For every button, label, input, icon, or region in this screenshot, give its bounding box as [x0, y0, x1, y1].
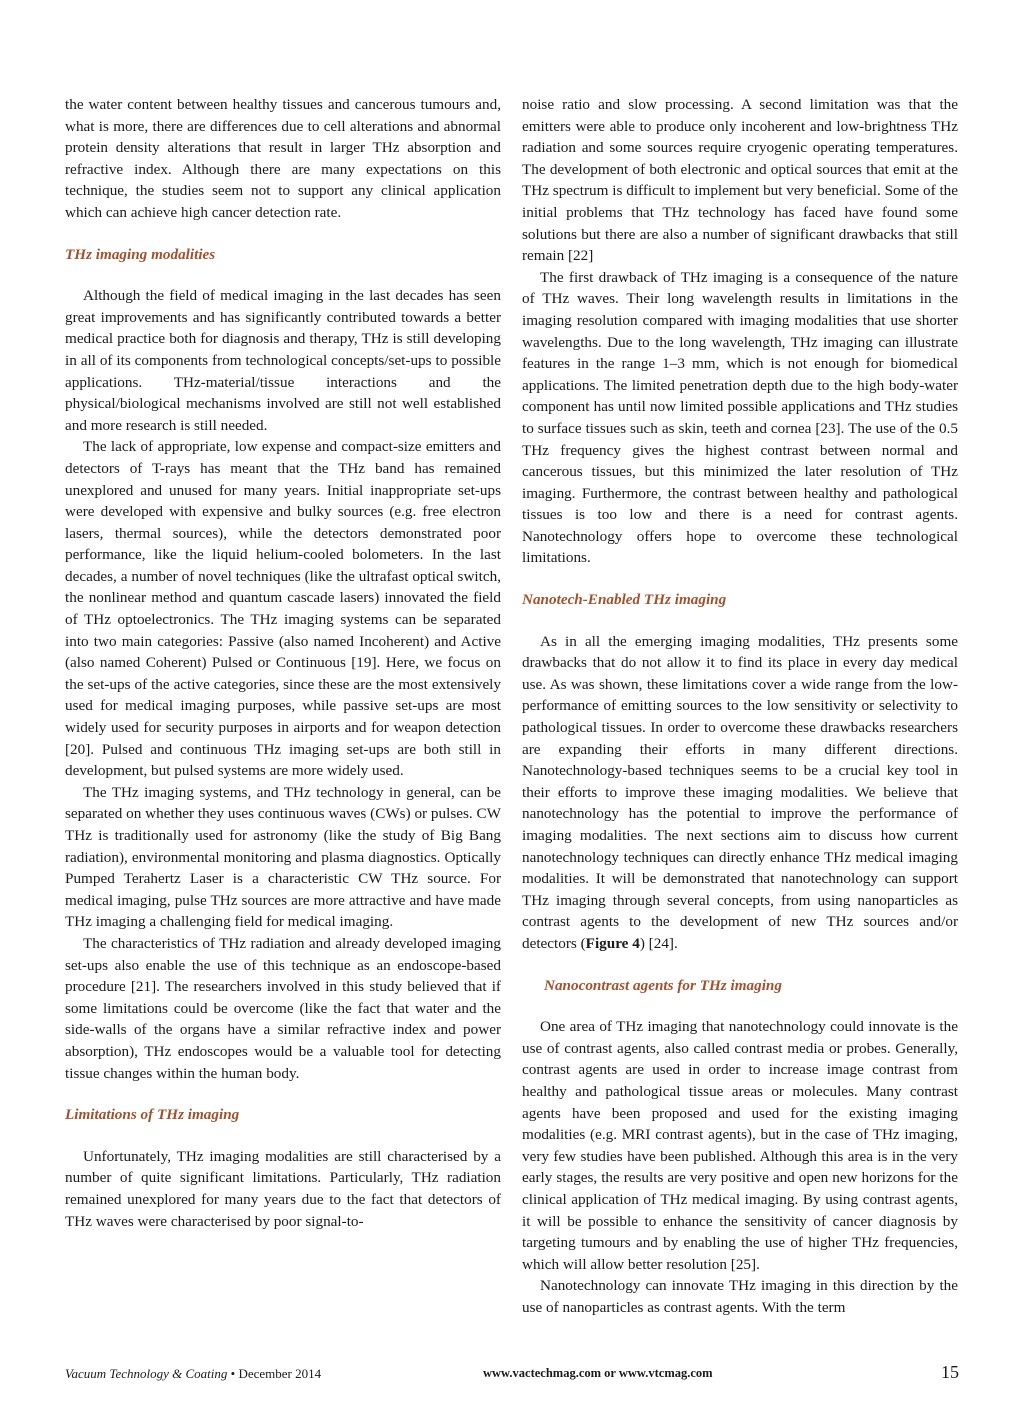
journal-name: Vacuum Technology & Coating — [65, 1366, 228, 1381]
nanotech-paragraph — [522, 631, 958, 955]
footer-journal-info — [65, 1366, 321, 1382]
left-column — [65, 94, 501, 1232]
limitations-paragraph-1: Unfortunately, THz imaging modalities are still characterised by a number of quite significant limitations. Particularly, THz radiation remained unexplored for many years due to the fact that detectors of THz waves were characterised by poor signal-to- — [65, 1147, 501, 1230]
intro-paragraph: the water content between healthy tissues and cancerous tumours and, what is more, there are differences due to cell alterations and abnormal protein density alterations that result in larger THz absorption and refractive index. Although there are many expectations on this technique, the studies seem not to support any clinical application which can achieve high cancer detection rate. — [65, 96, 501, 221]
footer-bullet: • — [230, 1366, 236, 1381]
nanotech-text-b: ) [24]. — [639, 934, 678, 952]
heading-nanocontrast-agents: Nanocontrast agents for THz imaging — [544, 976, 782, 994]
heading-thz-imaging-modalities: THz imaging modalities — [65, 245, 216, 263]
modalities-paragraph-1: Although the field of medical imaging in the last decades has seen great improvements and has significantly contributed towards a better medical practice both for diagnosis and therapy, THz is still developing in all of its components from technological concepts/set-ups to possible applications. THz-material/tissue interactions and the physical/biological mechanisms involved are still not well established and more research is still needed. — [65, 287, 501, 434]
footer-urls[interactable]: www.vactechmag.com or www.vtcmag.com — [483, 1366, 713, 1380]
continued-paragraph: noise ratio and slow processing. A second limitation was that the emitters were able to produce only incoherent and low-brightness THz radiation and some sources require cryogenic operating temperatures. The development of both electronic and optical sources that emit at the THz spectrum is difficult to implement but very beneficial. Some of the initial problems that THz technology has faced have found some solutions but there are also a number of significant drawbacks that still remain [22] — [522, 96, 958, 265]
last-paragraph: Nanotechnology can innovate THz imaging in this direction by the use of nanoparticles as contrast agents. With the term — [522, 1277, 958, 1316]
modalities-paragraph-3: The THz imaging systems, and THz technology in general, can be separated on whether they uses continuous waves (CWs) or pulses. CW THz is traditionally used for astronomy (like the study of Big Bang radiation), environmental monitoring and plasma diagnostics. Optically Pumped Terahertz Laser is a characteristic CW THz source. For medical imaging, pulse THz sources are more attractive and have made THz imaging a challenging field for medical imaging. — [65, 783, 501, 931]
nanotech-text-a: As in all the emerging imaging modalities, THz presents some drawbacks that do not allow it to find its place in every day medical use. As was shown, these limitations cover a wide range from the low-performance of emitting sources to the low sensitivity or selectivity to pathological tissues. In order to overcome these drawbacks researchers are expanding their efforts in many different directions. Nanotechnology-based techniques seems to be a crucial key tool in their efforts to improve these imaging modalities. We believe that nanotechnology has the potential to improve the performance of imaging modalities. The next sections aim to discuss how current nanotechnology techniques can directly enhance THz medical imaging modalities. It will be demonstrated that nanotechnology can support THz imaging through several concepts, from using nanoparticles as contrast agents to the development of new THz sources and/or detectors ( — [522, 632, 958, 952]
figure-4-reference[interactable]: Figure 4 — [585, 934, 640, 952]
drawback-paragraph: The first drawback of THz imaging is a consequence of the nature of THz waves. Their long wavelength results in limitations in the imaging resolution compared with imaging modalities that use shorter wavelengths. Due to the long wavelength, THz imaging can illustrate features in the range 1–3 mm, which is not enough for biomedical applications. The limited penetration depth due to the high body-water component has until now limited possible applications and THz studies to surface tissues such as skin, teeth and cornea [23]. The use of the 0.5 THz frequency gives the highest contrast between normal and cancerous tissues, but this minimized the later resolution of THz imaging. Furthermore, the contrast between healthy and pathological tissues is too low and there is a need for contrast agents. Nanotechnology offers hope to overcome these technological limitations. — [522, 268, 958, 567]
modalities-paragraph-4: The characteristics of THz radiation and already developed imaging set-ups also enable the use of this technique as an endoscope-based procedure [21]. The researchers involved in this study believed that if some limitations could be overcome (like the fact that water and the side-walls of the organs have a similar refractive index and power absorption), THz endoscopes would be a valuable tool for detecting tissue changes within the human body. — [65, 934, 501, 1082]
heading-nanotech-enabled: Nanotech-Enabled THz imaging — [522, 591, 727, 609]
heading-limitations: Limitations of THz imaging — [65, 1106, 240, 1124]
issue-date: December 2014 — [238, 1366, 322, 1381]
page-footer — [65, 1364, 959, 1388]
modalities-paragraph-2: The lack of appropriate, low expense and compact-size emitters and detectors of T-rays has meant that the THz band has remained unexplored and unused for many years. Initial inappropriate set-ups were developed with expensive and bulky sources (e.g. free electron lasers, thermal sources), while the detectors demonstrated poor performance, like the liquid helium-cooled bolometers. In the last decades, a number of novel techniques (like the ultrafast optical switch, the nonlinear method and quantum cascade lasers) innovated the field of THz optoelectronics. The THz imaging systems can be separated into two main categories: Passive (also named Incoherent) and Active (also named Coherent) Pulsed or Continuous [19]. Here, we focus on the set-ups of the active categories, since these are the most extensively used for medical imaging purposes, while passive set-ups are most widely used for security purposes in airports and for weapon detection [20]. Pulsed and continuous THz imaging set-ups are both still in development, but pulsed systems are more widely used. — [65, 438, 501, 780]
contrast-agents-paragraph: One area of THz imaging that nanotechnology could innovate is the use of contrast agents, also called contrast media or probes. Generally, contrast agents are used in order to increase image contrast from healthy and pathological tissue areas or molecules. Many contrast agents have been proposed and used for the existing imaging modalities (e.g. MRI contrast agents), but in the case of THz imaging, very few studies have been published. Although this area is in the very early stages, the results are very positive and open new horizons for the clinical application of THz medical imaging. By using contrast agents, it will be possible to enhance the sensitivity of cancer diagnosis by targeting tumours and by enabling the use of higher THz frequencies, which will allow better resolution [25]. — [522, 1018, 958, 1273]
page-number: 15 — [941, 1362, 959, 1382]
right-column — [522, 94, 958, 1318]
